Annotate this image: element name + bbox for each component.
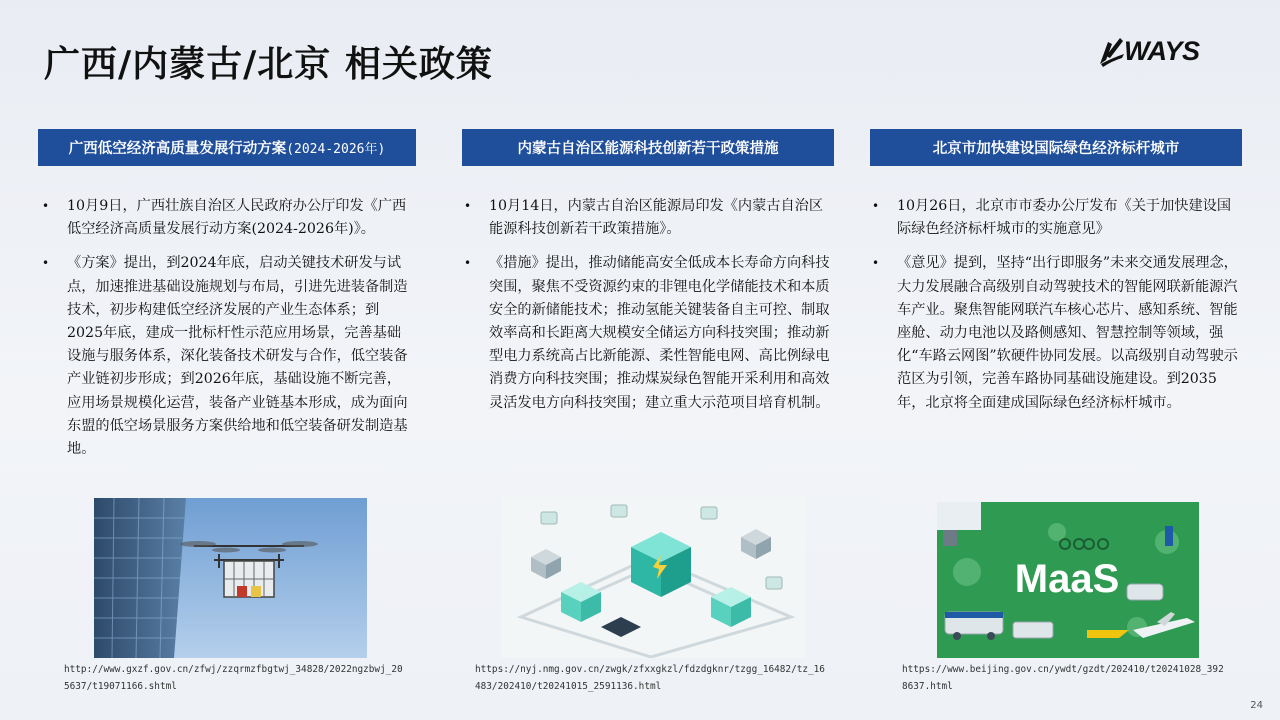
bullet-text: 《措施》提出，推动储能高安全低成本长寿命方向科技突围，聚焦不受资源约束的非锂电化学储能技术和本质安全的新储能技术；推动氢能关键装备自主可控、制取效率高和长距离大规模安全储运方向科技突围；推动新型电力系统高占比新能源、柔性智能电网、高比例绿电消费方向科技突围；推动煤炭绿色智能开采利用和高效灵活发电方向科技突围；建立重大示范项目培育机制。 — [489, 255, 830, 411]
bullet-text: 10月26日，北京市市委办公厅发布《关于加快建设国际绿色经济标杆城市的实施意见》 — [897, 198, 1232, 238]
logo-text: WAYS — [1124, 36, 1200, 66]
column-header-year: (2024-2026年) — [286, 142, 386, 157]
bullet-item — [464, 195, 830, 241]
bullet-dot-icon: • — [872, 199, 880, 213]
drone-delivery-image — [94, 498, 367, 658]
bullet-item — [42, 252, 414, 461]
bullet-dot-icon: • — [872, 256, 880, 271]
column-header — [462, 129, 834, 166]
logo-mark-icon — [1098, 34, 1126, 68]
slide-title: 广西/内蒙古/北京 相关政策 — [44, 44, 493, 85]
bullet-list — [872, 195, 1238, 426]
bullet-dot-icon: • — [464, 256, 472, 271]
bullet-dot-icon: • — [464, 199, 472, 213]
ways-logo — [1098, 34, 1218, 70]
bullet-list — [42, 195, 414, 472]
bullet-item — [42, 195, 414, 241]
policy-column-guangxi — [38, 129, 416, 458]
bullet-text: 《方案》提出，到2024年底，启动关键技术研发与试点，加速推进基础设施规划与布局，引进先进装备制造技术，初步构建低空经济发展的产业生态体系；到2025年底，建成一批标杆性示范应用场景，完善基础设施与服务体系，深化装备技术研发与合作，低空装备产业链初步形成；到2026年底，基础设施不断完善，应用场景规模化运营，装备产业链基本形成，成为面向东盟的低空场景服务方案供给地和低空装备研发制造基地。 — [67, 255, 408, 458]
policy-column-inner-mongolia — [462, 129, 834, 411]
bullet-item — [872, 252, 1238, 414]
policy-column-beijing — [870, 129, 1242, 411]
column-header — [870, 129, 1242, 166]
bullet-text: 10月9日，广西壮族自治区人民政府办公厅印发《广西低空经济高质量发展行动方案(2024-2026年)》。 — [67, 198, 407, 238]
column-header-title: 内蒙古自治区能源科技创新若干政策措施 — [517, 141, 779, 157]
bullet-text: 《意见》提到，坚持“出行即服务”未来交通发展理念，大力发展融合高级别自动驾驶技术的智能网联新能源汽车产业。聚焦智能网联汽车核心芯片、感知系统、智能座舱、动力电池以及路侧感知、智慧控制等领域，强化“车路云网图”软硬件协同发展。以高级别自动驾驶示范区为引领，完善车路协同基础设施建设。到2035年，北京将全面建成国际绿色经济标杆城市。 — [897, 255, 1238, 411]
maas-illustration — [937, 502, 1199, 658]
source-url[interactable]: http://www.gxzf.gov.cn/zfwj/zzqrmzfbgtwj_34828/2022ngzbwj_20 5637/t19071166.shtml — [64, 664, 403, 692]
column-header — [38, 129, 416, 166]
energy-system-illustration — [501, 497, 805, 658]
source-url[interactable]: https://www.beijing.gov.cn/ywdt/gzdt/202410/t20241028_392 8637.html — [902, 664, 1224, 692]
bullet-dot-icon: • — [42, 256, 50, 271]
source-url[interactable]: https://nyj.nmg.gov.cn/zwgk/zfxxgkzl/fdzdgknr/tzgg_16482/tz_16 483/202410/t20241015_2591136.html — [475, 664, 825, 692]
bullet-item — [872, 195, 1238, 241]
bullet-dot-icon: • — [42, 199, 50, 213]
maas-text: MaaS — [1014, 557, 1120, 601]
bullet-item — [464, 252, 830, 414]
column-header-title: 北京市加快建设国际绿色经济标杆城市 — [932, 141, 1180, 157]
bullet-list — [464, 195, 830, 426]
bullet-text: 10月14日，内蒙古自治区能源局印发《内蒙古自治区能源科技创新若干政策措施》。 — [489, 198, 824, 238]
column-header-title: 广西低空经济高质量发展行动方案 — [68, 141, 287, 157]
page-number: 24 — [1250, 700, 1263, 711]
